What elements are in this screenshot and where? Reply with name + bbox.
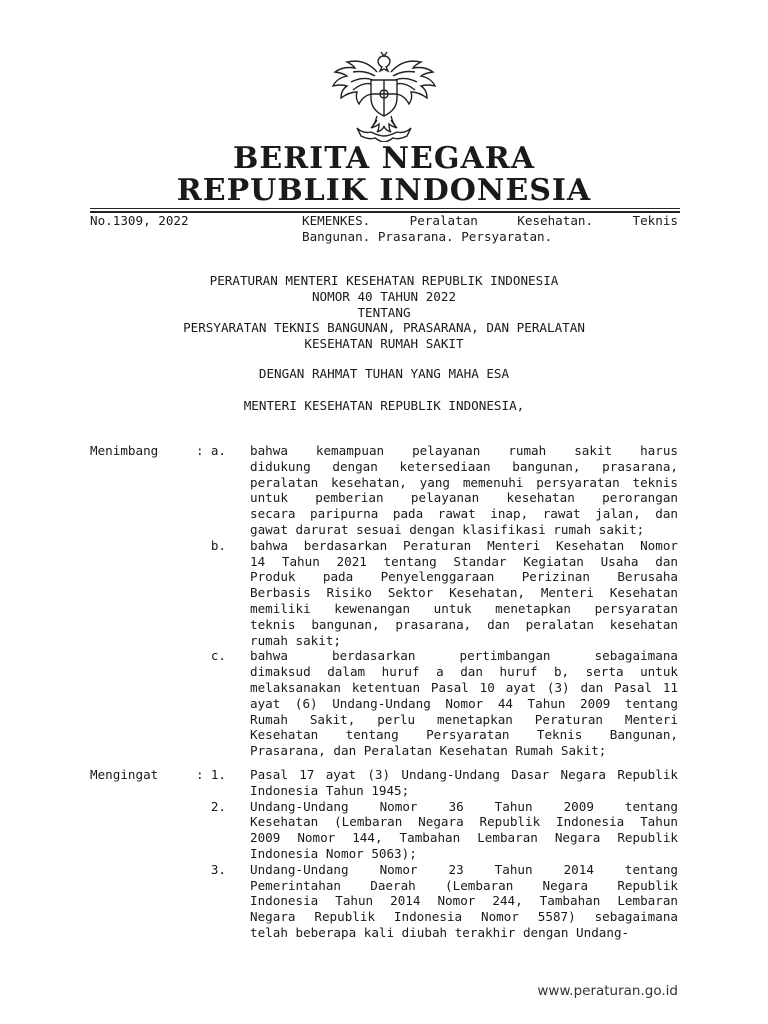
item-line: bahwa kemampuan pelayanan rumah sakit harus [250,443,678,458]
title-republik-indonesia: REPUBLIK INDONESIA [176,173,592,208]
item-line: Berbasis Risiko Sektor Kesehatan, Menteri Kesehatan [250,585,678,601]
regulation-tentang: TENTANG [357,304,411,320]
item-marker: c. [210,648,226,664]
item-line: telah beberapa kali diubah terakhir dengan Undang- [250,924,630,940]
item-line: teknis bangunan, prasarana, dan peralatan kesehatan [250,616,678,632]
item-line: melaksanakan ketentuan Pasal 10 ayat (3) dan Pasal 11 [250,679,678,695]
publication-number: No.1309, 2022 [90,213,189,228]
regulation-title [90,273,678,352]
item-line: Negara Republik Indonesia Nomor 5587) sebagaimana [250,909,678,925]
item-line: memiliki kewenangan untuk menetapkan persyaratan [250,600,678,616]
list-item [250,538,678,649]
title-berita-negara: BERITA NEGARA [233,141,535,176]
item-line: Kesehatan (Lembaran Negara Republik Indonesia Tahun [250,814,678,830]
footer-url[interactable]: www.peraturan.go.id [537,983,678,999]
item-line: dimaksud dalam huruf a dan huruf b, serta untuk [250,664,678,680]
list-item [250,443,678,538]
list-item [250,648,678,759]
item-line: rumah sakit; [250,632,341,648]
item-line: Rumah Sakit, perlu menetapkan Peraturan Menteri [250,711,678,727]
item-line: Indonesia Nomor 5063); [250,845,417,861]
item-line: peralatan kesehatan, yang memenuhi persyaratan teknis [250,474,678,490]
regulation-subject: PERSYARATAN TEKNIS BANGUNAN, PRASARANA, DAN PERALATAN [183,320,585,336]
item-line: Undang-Undang Nomor 36 Tahun 2009 tentang [250,798,678,814]
subject-line: Bangunan. Prasarana. Persyaratan. [302,228,553,244]
menimbang-colon: : [196,443,204,458]
item-line: Produk pada Penyelenggaraan Perizinan Berusaha [250,569,678,585]
regulation-number: NOMOR 40 TAHUN 2022 [311,288,457,304]
menteri-line: MENTERI KESEHATAN REPUBLIK INDONESIA, [243,398,525,413]
item-line: Indonesia Tahun 2014 Nomor 244, Tambahan Lembaran [250,893,678,909]
item-line: Kesehatan tentang Persyaratan Teknis Bangunan, [250,727,678,743]
menimbang-label: Menimbang [90,443,159,458]
item-marker: 1. [210,767,226,782]
garuda-emblem [327,50,441,142]
item-line: bahwa berdasarkan pertimbangan sebagaimana [250,648,678,664]
item-line: gawat darurat sesuai dengan klasifikasi rumah sakit; [250,521,645,537]
item-line: ayat (6) Undang-Undang Nomor 44 Tahun 2009 tentang [250,695,678,711]
subject-line: KEMENKES. Peralatan Kesehatan. Teknis [302,213,678,228]
rahmat-line: DENGAN RAHMAT TUHAN YANG MAHA ESA [258,366,510,381]
item-line: secara paripurna pada rawat inap, rawat jalan, dan [250,506,678,522]
item-marker: 3. [210,861,226,877]
item-line: untuk pemberian pelayanan kesehatan perorangan [250,490,678,506]
publication-subject [302,213,678,245]
item-line: Undang-Undang Nomor 23 Tahun 2014 tentang [250,861,678,877]
item-line: Prasarana, dan Peralatan Kesehatan Rumah Sakit; [250,743,607,759]
item-line: bahwa berdasarkan Peraturan Menteri Kesehatan Nomor [250,537,678,553]
item-line: Pemerintahan Daerah (Lembaran Negara Republik [250,877,678,893]
item-line: 2009 Nomor 144, Tambahan Lembaran Negara Republik [250,830,678,846]
header-rule-thin [90,208,680,209]
mengingat-label: Mengingat [90,767,159,782]
mengingat-colon: : [196,767,204,782]
list-item [250,799,678,862]
item-marker: b. [210,537,226,553]
item-line: 14 Tahun 2021 tentang Standar Kegiatan Usaha dan [250,553,678,569]
list-item [250,862,678,941]
regulation-line: PERATURAN MENTERI KESEHATAN REPUBLIK INDONESIA [209,273,559,288]
item-line: Indonesia Tahun 1945; [250,782,410,798]
list-item [250,767,678,799]
item-marker: 2. [210,798,226,814]
item-line: Pasal 17 ayat (3) Undang-Undang Dasar Negara Republik [250,767,678,782]
regulation-subject: KESEHATAN RUMAH SAKIT [304,336,464,352]
item-marker: a. [210,443,226,458]
item-line: didukung dengan ketersediaan bangunan, prasarana, [250,458,678,474]
